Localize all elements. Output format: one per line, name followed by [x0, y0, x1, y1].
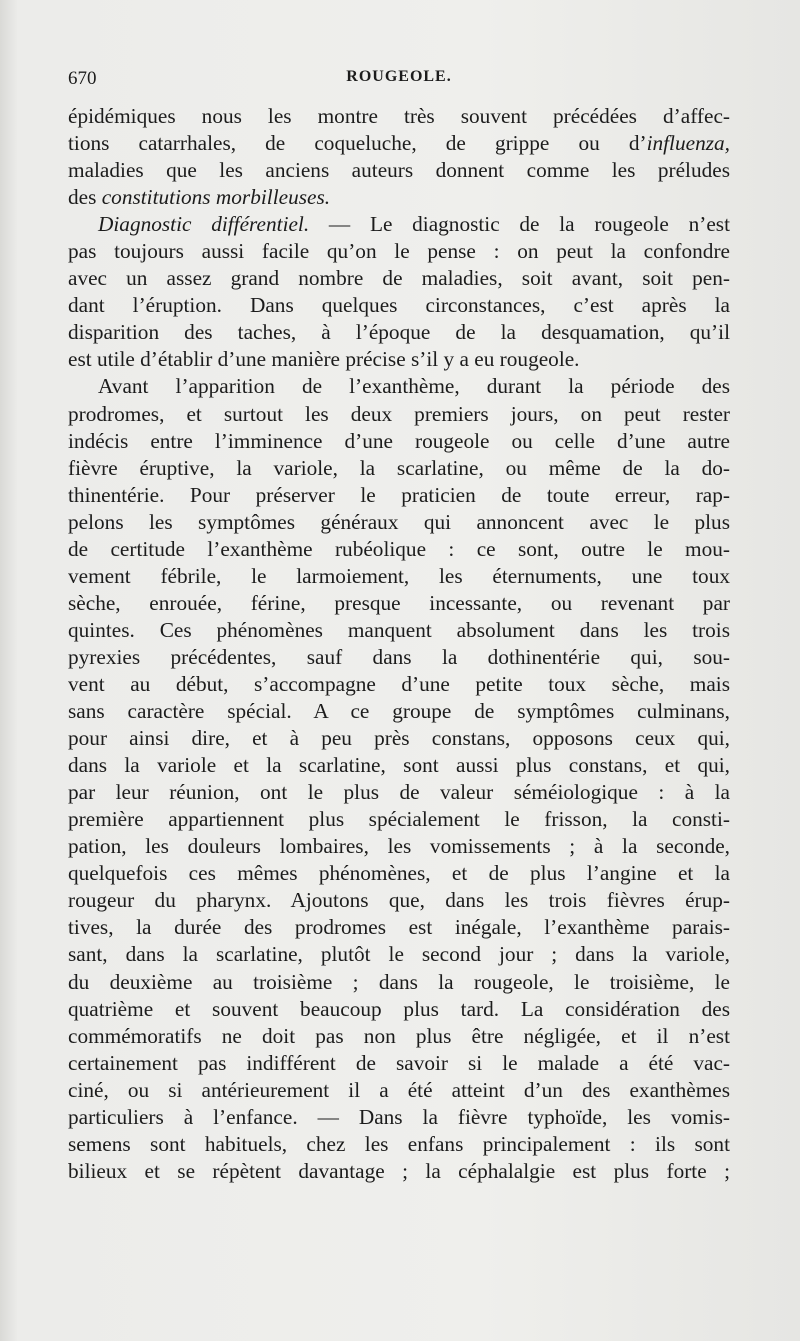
- section-heading: Diagnostic différentiel.: [98, 212, 310, 237]
- text-line: quatrième et souvent beaucoup plus tard. La considération des: [68, 996, 730, 1021]
- text-line: pelons les symptômes généraux qui annoncent avec le plus: [68, 509, 730, 534]
- text-line: quintes. Ces phénomènes manquent absolument dans les trois: [68, 617, 730, 642]
- text-line: indécis entre l’imminence d’une rougeole ou celle d’une autre: [68, 428, 730, 453]
- text-line: tions catarrhales, de coqueluche, de grippe ou d’influenza,: [68, 131, 730, 156]
- text-line: vement fébrile, le larmoiement, les éternuments, une toux: [68, 563, 730, 588]
- text-line: quelquefois ces mêmes phénomènes, et de plus l’angine et la: [68, 861, 730, 886]
- text-line: est utile d’établir d’une manière précise s’il y a eu rougeole.: [68, 347, 580, 372]
- text-line: sant, dans la scarlatine, plutôt le second jour ; dans la variole,: [68, 942, 730, 967]
- text-line: rougeur du pharynx. Ajoutons que, dans les trois fièvres érup-: [68, 888, 730, 913]
- text-line: dans la variole et la scarlatine, sont aussi plus constans, et qui,: [68, 753, 730, 778]
- text-line: sèche, enrouée, férine, presque incessante, ou revenant par: [68, 590, 730, 615]
- text-line: pas toujours aussi facile qu’on le pense : on peut la confondre: [68, 239, 730, 264]
- text-line: vent au début, s’accompagne d’une petite toux sèche, mais: [68, 671, 730, 696]
- text-line: ciné, ou si antérieurement il a été atteint d’un des exanthèmes: [68, 1077, 730, 1102]
- text-line: dant l’éruption. Dans quelques circonstances, c’est après la: [68, 293, 730, 318]
- text-line: de certitude l’exanthème rubéolique : ce sont, outre le mou-: [68, 536, 730, 561]
- text-line: par leur réunion, ont le plus de valeur séméiologique : à la: [68, 780, 730, 805]
- text-line: fièvre éruptive, la variole, la scarlatine, ou même de la do-: [68, 455, 730, 480]
- text-line: pour ainsi dire, et à peu près constans, opposons ceux qui,: [68, 726, 730, 751]
- text-line: du deuxième au troisième ; dans la rougeole, le troisième, le: [68, 969, 730, 994]
- italic-term: constitutions morbilleuses.: [101, 185, 331, 210]
- text-line: certainement pas indifférent de savoir si le malade a été vac-: [68, 1050, 730, 1075]
- text-line: épidémiques nous les montre très souvent précédées d’affec-: [68, 104, 730, 128]
- text-line: thinentérie. Pour préserver le praticien de toute erreur, rap-: [68, 482, 730, 507]
- page-header: [68, 68, 730, 94]
- text-line: semens sont habituels, chez les enfans principalement : ils sont: [68, 1131, 730, 1156]
- text-line: maladies que les anciens auteurs donnent comme les préludes: [68, 158, 730, 183]
- text-line: particuliers à l’enfance. — Dans la fièvre typhoïde, les vomis-: [68, 1104, 730, 1129]
- text-line: prodromes, et surtout les deux premiers jours, on peut rester: [68, 401, 730, 426]
- text-line: première appartiennent plus spécialement le frisson, la consti-: [68, 807, 730, 832]
- text-line: des constitutions morbilleuses.: [68, 185, 331, 210]
- text-line: sans caractère spécial. A ce groupe de symptômes culminans,: [68, 699, 730, 724]
- text-line: Avant l’apparition de l’exanthème, durant la période des: [98, 374, 730, 399]
- text-line: pation, les douleurs lombaires, les vomissements ; à la seconde,: [68, 834, 730, 859]
- body-text: [68, 103, 730, 1185]
- section-heading-line: Diagnostic différentiel. — Le diagnostic de la rougeole n’est: [98, 212, 730, 237]
- text-line: disparition des taches, à l’époque de la desquamation, qu’il: [68, 320, 730, 345]
- text-line: tives, la durée des prodromes est inégale, l’exanthème parais-: [68, 915, 730, 940]
- text-line: commémoratifs ne doit pas non plus être négligée, et il n’est: [68, 1023, 730, 1048]
- text-line: bilieux et se répètent davantage ; la céphalalgie est plus forte ;: [68, 1158, 730, 1183]
- italic-term: influenza,: [646, 131, 730, 156]
- running-title: ROUGEOLE.: [346, 68, 452, 85]
- page-number: 670: [68, 68, 97, 89]
- text-line: avec un assez grand nombre de maladies, soit avant, soit pen-: [68, 266, 730, 291]
- text-line: pyrexies précédentes, sauf dans la dothinentérie qui, sou-: [68, 644, 730, 669]
